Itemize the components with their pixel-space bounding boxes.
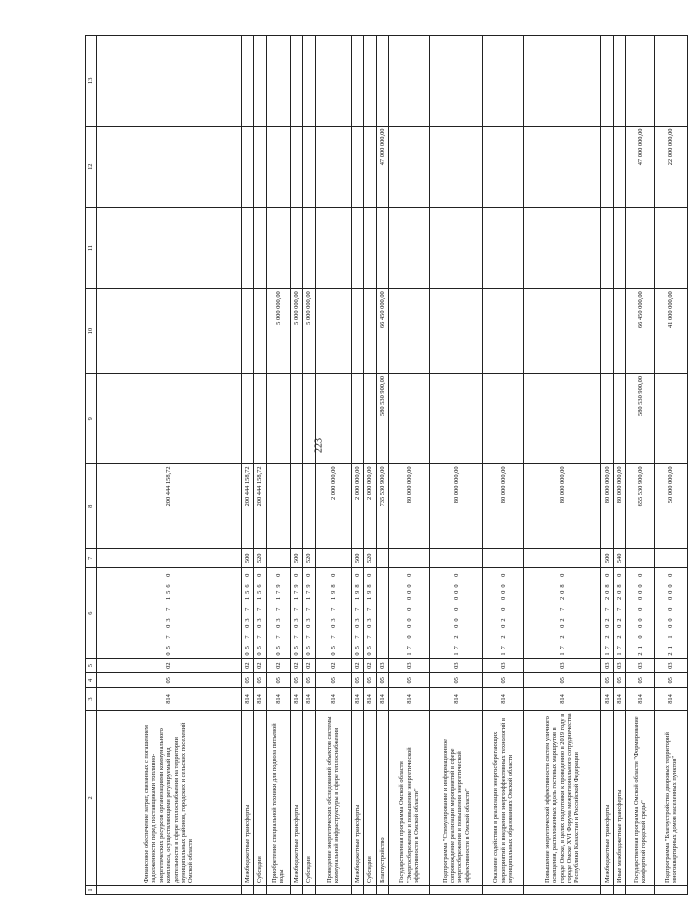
- department-code-cell: 814: [626, 688, 655, 711]
- amount-col12-cell: [290, 126, 302, 207]
- table-row: [364, 36, 376, 895]
- budget-table: [85, 35, 688, 895]
- first-column-cell: [97, 885, 242, 894]
- amount-col13-cell: [626, 36, 655, 127]
- item-name-cell: Повышение энергетической эффективности систем уличного освещения, расположенных вдоль гостевых маршрутов в городе Омске, в целях подготовки к проведению в 2019 году в городе Омске XVI Форума межрегионального сотрудничества Республики Казахстан и Российской Федерации: [524, 710, 601, 885]
- target-item-code-cell: 05 7 03 7 179 0: [266, 568, 290, 658]
- amount-col9-cell: [97, 374, 242, 464]
- subsection-code-cell: 02: [364, 658, 376, 673]
- expense-type-code-cell: [315, 549, 351, 568]
- amount-col13-cell: [315, 36, 351, 127]
- amount-col8-cell: 655 530 900,00: [626, 464, 655, 549]
- expense-type-code-cell: [430, 549, 483, 568]
- column-number-8: 8: [86, 464, 97, 549]
- expense-type-code-cell: [483, 549, 524, 568]
- amount-col12-cell: 22 000 000,00: [655, 126, 688, 207]
- first-column-cell: [483, 885, 524, 894]
- amount-col12-cell: 47 000 000,00: [626, 126, 655, 207]
- department-code-cell: 814: [376, 688, 388, 711]
- amount-col13-cell: [266, 36, 290, 127]
- amount-col9-cell: 580 530 900,00: [376, 374, 388, 464]
- first-column-cell: [430, 885, 483, 894]
- amount-col10-cell: 66 450 000,00: [626, 289, 655, 374]
- expense-type-code-cell: 500: [290, 549, 302, 568]
- amount-col8-cell: 80 000 000,00: [601, 464, 613, 549]
- section-code-cell: 05: [254, 673, 266, 688]
- table-row: [655, 36, 688, 895]
- item-name-cell: Межбюджетные трансферты: [351, 710, 363, 885]
- department-code-cell: 814: [389, 688, 430, 711]
- amount-col12-cell: [483, 126, 524, 207]
- first-column-cell: [655, 885, 688, 894]
- table-row: [389, 36, 430, 895]
- amount-col9-cell: [351, 374, 363, 464]
- item-name-cell: Субсидии: [254, 710, 266, 885]
- amount-col11-cell: [389, 207, 430, 288]
- amount-col13-cell: [241, 36, 253, 127]
- column-number-13: 13: [86, 36, 97, 127]
- target-item-code-cell: 17 2 02 7 208 0: [524, 568, 601, 658]
- amount-col13-cell: [483, 36, 524, 127]
- target-item-code-cell: 05 7 03 7 179 0: [303, 568, 315, 658]
- amount-col11-cell: [601, 207, 613, 288]
- department-code-cell: 814: [315, 688, 351, 711]
- first-column-cell: [601, 885, 613, 894]
- column-number-12: 12: [86, 126, 97, 207]
- subsection-code-cell: 03: [601, 658, 613, 673]
- amount-col9-cell: [290, 374, 302, 464]
- section-code-cell: 05: [376, 673, 388, 688]
- table-row: [626, 36, 655, 895]
- item-name-cell: Приобретение специальной техники для подвоза питьевой воды: [266, 710, 290, 885]
- first-column-cell: [376, 885, 388, 894]
- first-column-cell: [290, 885, 302, 894]
- amount-col12-cell: [266, 126, 290, 207]
- first-column-cell: [364, 885, 376, 894]
- target-item-code-cell: 17 2 00 0 000 0: [430, 568, 483, 658]
- table-body: [97, 36, 688, 895]
- amount-col11-cell: [655, 207, 688, 288]
- subsection-code-cell: 03: [524, 658, 601, 673]
- department-code-cell: 814: [97, 688, 242, 711]
- column-number-row: [86, 36, 97, 895]
- section-code-cell: 05: [97, 673, 242, 688]
- first-column-cell: [613, 885, 625, 894]
- page-number: 223: [313, 438, 325, 453]
- column-number-3: 3: [86, 688, 97, 711]
- section-code-cell: 05: [601, 673, 613, 688]
- amount-col10-cell: [241, 289, 253, 374]
- table-row: [97, 36, 242, 895]
- amount-col9-cell: [254, 374, 266, 464]
- amount-col10-cell: [430, 289, 483, 374]
- amount-col13-cell: [601, 36, 613, 127]
- subsection-code-cell: 03: [626, 658, 655, 673]
- amount-col8-cell: 2 000 000,00: [315, 464, 351, 549]
- amount-col10-cell: [97, 289, 242, 374]
- department-code-cell: 814: [266, 688, 290, 711]
- amount-col11-cell: [254, 207, 266, 288]
- amount-col13-cell: [613, 36, 625, 127]
- department-code-cell: 814: [303, 688, 315, 711]
- table-row: [303, 36, 315, 895]
- amount-col10-cell: [364, 289, 376, 374]
- amount-col9-cell: [524, 374, 601, 464]
- department-code-cell: 814: [290, 688, 302, 711]
- amount-col10-cell: 66 450 000,00: [376, 289, 388, 374]
- department-code-cell: 814: [613, 688, 625, 711]
- section-code-cell: 05: [389, 673, 430, 688]
- amount-col9-cell: [241, 374, 253, 464]
- table-row: [524, 36, 601, 895]
- first-column-cell: [303, 885, 315, 894]
- amount-col9-cell: [303, 374, 315, 464]
- amount-col11-cell: [266, 207, 290, 288]
- amount-col13-cell: [254, 36, 266, 127]
- subsection-code-cell: 02: [254, 658, 266, 673]
- amount-col12-cell: [430, 126, 483, 207]
- target-item-code-cell: 05 7 03 7 156 0: [241, 568, 253, 658]
- amount-col11-cell: [613, 207, 625, 288]
- department-code-cell: 814: [524, 688, 601, 711]
- target-item-code-cell: 05 7 03 7 198 0: [315, 568, 351, 658]
- amount-col10-cell: [315, 289, 351, 374]
- column-number-7: 7: [86, 549, 97, 568]
- section-code-cell: 05: [266, 673, 290, 688]
- amount-col8-cell: [290, 464, 302, 549]
- amount-col11-cell: [430, 207, 483, 288]
- subsection-code-cell: 02: [315, 658, 351, 673]
- table-row: [266, 36, 290, 895]
- amount-col10-cell: 5 000 000,00: [290, 289, 302, 374]
- amount-col12-cell: [303, 126, 315, 207]
- amount-col11-cell: [364, 207, 376, 288]
- amount-col11-cell: [303, 207, 315, 288]
- table-row: [254, 36, 266, 895]
- amount-col9-cell: [655, 374, 688, 464]
- subsection-code-cell: 02: [266, 658, 290, 673]
- amount-col10-cell: 5 000 000,00: [303, 289, 315, 374]
- subsection-code-cell: 03: [376, 658, 388, 673]
- subsection-code-cell: 03: [483, 658, 524, 673]
- section-code-cell: 05: [315, 673, 351, 688]
- expense-type-code-cell: 500: [601, 549, 613, 568]
- amount-col8-cell: 2 000 000,00: [351, 464, 363, 549]
- amount-col11-cell: [351, 207, 363, 288]
- expense-type-code-cell: [524, 549, 601, 568]
- table-row: [351, 36, 363, 895]
- item-name-cell: Проведение энергетических обследований объектов системы коммунальной инфраструктуры в сфере теплоснабжения: [315, 710, 351, 885]
- item-name-cell: Межбюджетные трансферты: [241, 710, 253, 885]
- amount-col8-cell: 80 000 000,00: [524, 464, 601, 549]
- amount-col11-cell: [376, 207, 388, 288]
- department-code-cell: 814: [655, 688, 688, 711]
- amount-col8-cell: 50 000 000,00: [655, 464, 688, 549]
- amount-col8-cell: 200 444 158,72: [97, 464, 242, 549]
- amount-col10-cell: 5 000 000,00: [266, 289, 290, 374]
- item-name-cell: Субсидии: [303, 710, 315, 885]
- section-code-cell: 05: [364, 673, 376, 688]
- amount-col13-cell: [290, 36, 302, 127]
- subsection-code-cell: 03: [389, 658, 430, 673]
- item-name-cell: Государственная программа Омской области "Энергосбережение и повышение энергетической эффективности в Омской области": [389, 710, 430, 885]
- column-number-5: 5: [86, 658, 97, 673]
- table-row: [376, 36, 388, 895]
- column-number-11: 11: [86, 207, 97, 288]
- table-row: [601, 36, 613, 895]
- amount-col13-cell: [430, 36, 483, 127]
- table-row: [613, 36, 625, 895]
- table-row: [290, 36, 302, 895]
- section-code-cell: 05: [613, 673, 625, 688]
- amount-col10-cell: 41 000 000,00: [655, 289, 688, 374]
- section-code-cell: 05: [303, 673, 315, 688]
- amount-col11-cell: [97, 207, 242, 288]
- section-code-cell: 05: [241, 673, 253, 688]
- amount-col10-cell: [254, 289, 266, 374]
- subsection-code-cell: 03: [655, 658, 688, 673]
- table-row: [483, 36, 524, 895]
- section-code-cell: 05: [655, 673, 688, 688]
- item-name-cell: Межбюджетные трансферты: [601, 710, 613, 885]
- expense-type-code-cell: 520: [303, 549, 315, 568]
- target-item-code-cell: 21 1 00 0 000 0: [655, 568, 688, 658]
- expense-type-code-cell: [97, 549, 242, 568]
- target-item-code-cell: [376, 568, 388, 658]
- first-column-cell: [315, 885, 351, 894]
- amount-col10-cell: [601, 289, 613, 374]
- target-item-code-cell: 05 7 03 7 179 0: [290, 568, 302, 658]
- department-code-cell: 814: [430, 688, 483, 711]
- amount-col13-cell: [351, 36, 363, 127]
- subsection-code-cell: 02: [351, 658, 363, 673]
- amount-col10-cell: [351, 289, 363, 374]
- subsection-code-cell: 03: [430, 658, 483, 673]
- column-number-10: 10: [86, 289, 97, 374]
- item-name-cell: Оказание содействия в реализации энергосберегающих мероприятий и внедрении энергоэффективных технологий в муниципальных образованиях Омской области: [483, 710, 524, 885]
- subsection-code-cell: 03: [613, 658, 625, 673]
- amount-col8-cell: 2 000 000,00: [364, 464, 376, 549]
- amount-col10-cell: [389, 289, 430, 374]
- amount-col9-cell: [266, 374, 290, 464]
- expense-type-code-cell: [655, 549, 688, 568]
- item-name-cell: Финансовое обеспечение затрат, связанных с погашением задолженности перед поставщиками топливно-энергетических ресурсов организациями коммунального комплекса, осуществляющими регулируемый вид деятельности в сфере теплоснабжения на территории муниципальных районов, городских и сельских поселений Омской области: [97, 710, 242, 885]
- amount-col9-cell: [601, 374, 613, 464]
- amount-col12-cell: 47 000 000,00: [376, 126, 388, 207]
- amount-col9-cell: [483, 374, 524, 464]
- amount-col9-cell: [364, 374, 376, 464]
- amount-col12-cell: [241, 126, 253, 207]
- department-code-cell: 814: [483, 688, 524, 711]
- amount-col11-cell: [626, 207, 655, 288]
- amount-col8-cell: 200 444 158,72: [254, 464, 266, 549]
- amount-col13-cell: [364, 36, 376, 127]
- item-name-cell: Государственная программа Омской области "Формирование комфортной городской среды": [626, 710, 655, 885]
- column-number-9: 9: [86, 374, 97, 464]
- department-code-cell: 814: [601, 688, 613, 711]
- amount-col9-cell: [613, 374, 625, 464]
- column-number-4: 4: [86, 673, 97, 688]
- item-name-cell: Межбюджетные трансферты: [290, 710, 302, 885]
- expense-type-code-cell: 540: [613, 549, 625, 568]
- amount-col13-cell: [303, 36, 315, 127]
- subsection-code-cell: 02: [303, 658, 315, 673]
- item-name-cell: Подпрограмма "Стимулирование и информационное сопровождение реализации мероприятий в сфере энергосбережения и повышения энергетической эффективности в Омской области": [430, 710, 483, 885]
- section-code-cell: 05: [626, 673, 655, 688]
- amount-col13-cell: [655, 36, 688, 127]
- first-column-cell: [389, 885, 430, 894]
- section-code-cell: 05: [430, 673, 483, 688]
- amount-col11-cell: [241, 207, 253, 288]
- subsection-code-cell: 02: [97, 658, 242, 673]
- amount-col12-cell: [315, 126, 351, 207]
- amount-col12-cell: [389, 126, 430, 207]
- expense-type-code-cell: [266, 549, 290, 568]
- target-item-code-cell: 05 7 03 7 156 0: [97, 568, 242, 658]
- amount-col9-cell: [430, 374, 483, 464]
- table-row: [315, 36, 351, 895]
- amount-col9-cell: 580 530 900,00: [626, 374, 655, 464]
- amount-col11-cell: [483, 207, 524, 288]
- item-name-cell: Благоустройство: [376, 710, 388, 885]
- amount-col12-cell: [601, 126, 613, 207]
- amount-col10-cell: [483, 289, 524, 374]
- target-item-code-cell: 21 0 00 0 000 0: [626, 568, 655, 658]
- target-item-code-cell: 17 2 02 0 000 0: [483, 568, 524, 658]
- department-code-cell: 814: [254, 688, 266, 711]
- section-code-cell: 05: [351, 673, 363, 688]
- amount-col9-cell: [389, 374, 430, 464]
- first-column-cell: [626, 885, 655, 894]
- item-name-cell: Субсидии: [364, 710, 376, 885]
- amount-col11-cell: [290, 207, 302, 288]
- item-name-cell: Подпрограмма "Благоустройство дворовых территорий многоквартирных домов населенных пунктов": [655, 710, 688, 885]
- amount-col12-cell: [351, 126, 363, 207]
- amount-col8-cell: 735 530 900,00: [376, 464, 388, 549]
- section-code-cell: 05: [483, 673, 524, 688]
- expense-type-code-cell: 520: [254, 549, 266, 568]
- subsection-code-cell: 02: [290, 658, 302, 673]
- target-item-code-cell: 17 0 00 0 000 0: [389, 568, 430, 658]
- target-item-code-cell: 05 7 03 7 156 0: [254, 568, 266, 658]
- department-code-cell: 814: [241, 688, 253, 711]
- amount-col13-cell: [376, 36, 388, 127]
- amount-col8-cell: 80 000 000,00: [483, 464, 524, 549]
- amount-col8-cell: 80 000 000,00: [389, 464, 430, 549]
- amount-col9-cell: [315, 374, 351, 464]
- amount-col13-cell: [524, 36, 601, 127]
- expense-type-code-cell: 500: [241, 549, 253, 568]
- amount-col8-cell: [303, 464, 315, 549]
- amount-col13-cell: [97, 36, 242, 127]
- department-code-cell: 814: [364, 688, 376, 711]
- column-number-6: 6: [86, 568, 97, 658]
- amount-col12-cell: [524, 126, 601, 207]
- budget-table-sheet: [85, 35, 688, 895]
- expense-type-code-cell: [626, 549, 655, 568]
- amount-col10-cell: [524, 289, 601, 374]
- target-item-code-cell: 17 2 02 7 208 0: [601, 568, 613, 658]
- expense-type-code-cell: [376, 549, 388, 568]
- amount-col12-cell: [364, 126, 376, 207]
- item-name-cell: Иные межбюджетные трансферты: [613, 710, 625, 885]
- target-item-code-cell: 05 7 03 7 198 0: [364, 568, 376, 658]
- amount-col11-cell: [524, 207, 601, 288]
- amount-col10-cell: [613, 289, 625, 374]
- target-item-code-cell: 05 7 03 7 198 0: [351, 568, 363, 658]
- expense-type-code-cell: 520: [364, 549, 376, 568]
- amount-col8-cell: 80 000 000,00: [430, 464, 483, 549]
- amount-col8-cell: 80 000 000,00: [613, 464, 625, 549]
- first-column-cell: [254, 885, 266, 894]
- amount-col11-cell: [315, 207, 351, 288]
- column-number-1: 1: [86, 885, 97, 894]
- first-column-cell: [351, 885, 363, 894]
- expense-type-code-cell: [389, 549, 430, 568]
- amount-col8-cell: 200 444 158,72: [241, 464, 253, 549]
- amount-col13-cell: [389, 36, 430, 127]
- table-row: [430, 36, 483, 895]
- amount-col8-cell: [266, 464, 290, 549]
- subsection-code-cell: 02: [241, 658, 253, 673]
- expense-type-code-cell: 500: [351, 549, 363, 568]
- section-code-cell: 05: [290, 673, 302, 688]
- target-item-code-cell: 17 2 02 7 208 0: [613, 568, 625, 658]
- amount-col12-cell: [97, 126, 242, 207]
- column-number-2: 2: [86, 710, 97, 885]
- section-code-cell: 05: [524, 673, 601, 688]
- department-code-cell: 814: [351, 688, 363, 711]
- first-column-cell: [524, 885, 601, 894]
- amount-col12-cell: [254, 126, 266, 207]
- table-row: [241, 36, 253, 895]
- amount-col12-cell: [613, 126, 625, 207]
- first-column-cell: [266, 885, 290, 894]
- first-column-cell: [241, 885, 253, 894]
